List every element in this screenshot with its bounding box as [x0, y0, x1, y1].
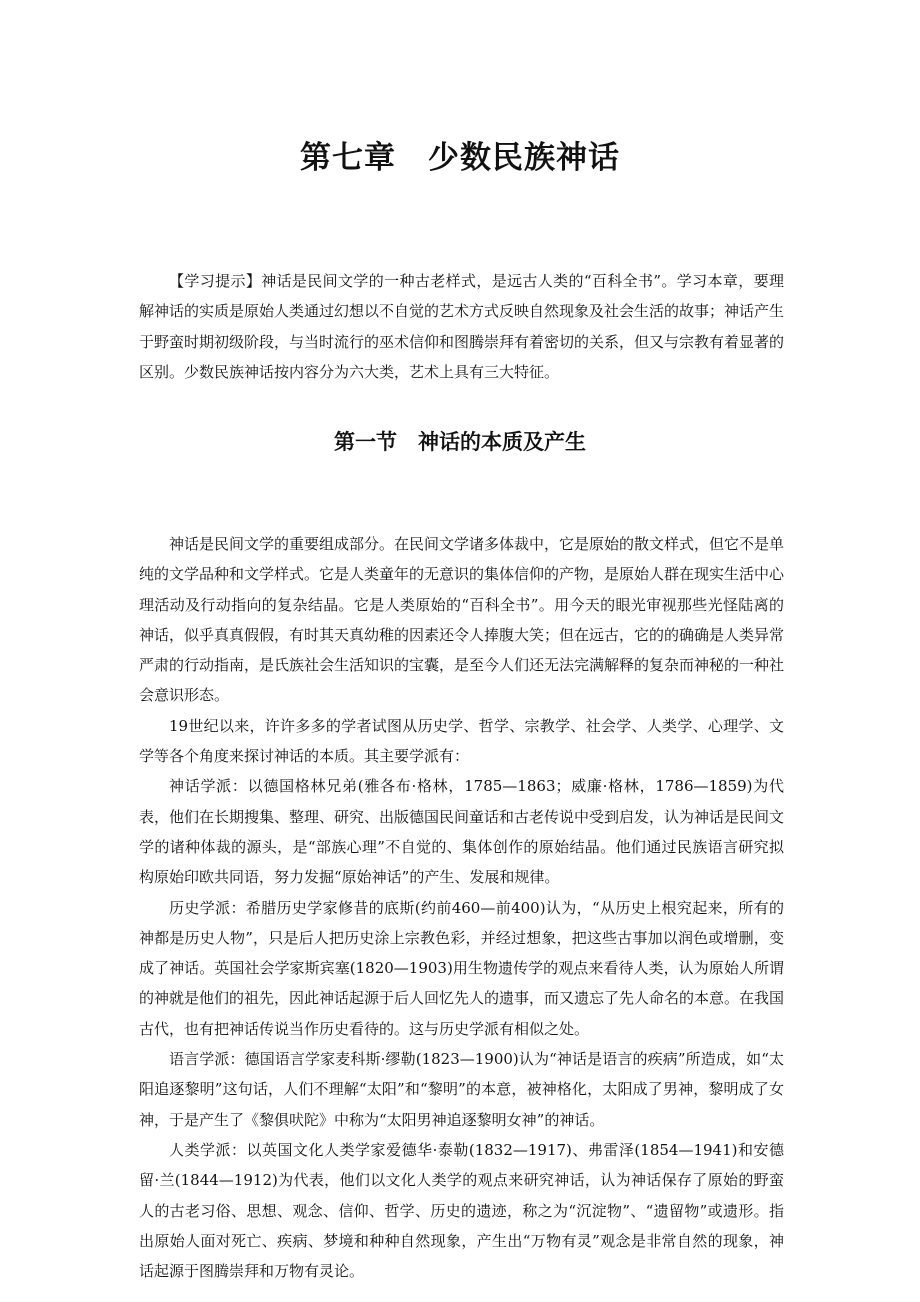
study-tip-block — [139, 266, 784, 387]
paragraph-historical-school: 历史学派：希腊历史学家修昔的底斯(约前460—前400)认为，“从历史上根究起来，所有的神都是历史人物”，只是后人把历史涂上宗教色彩，并经过想象，把这些古事加以润色或增删，变成了神话。英国社会学家斯宾塞(1820—1903)用生物遗传学的观点来看待人类，认为原始人所谓的神就是他们的祖先，因此神话起源于后人回忆先人的遗事，而又遗忘了先人命名的本意。在我国古代，也有把神话传说当作历史看待的。这与历史学派有相似之处。 — [139, 898, 785, 1038]
paragraph-mythological-school: 神话学派：以德国格林兄弟(雅各布·格林，1785—1863；威廉·格林，1786—1859)为代表，他们在长期搜集、整理、研究、出版德国民间童话和古老传说中受到启发，认为神话是民间文学的诸种体裁的源头，是“部族心理”不自觉的、集体创作的原始结晶。他们通过民族语言研究拟构原始印欧共同语，努力发掘“原始神话”的产生、发展和规律。 — [139, 777, 785, 887]
section-body — [139, 529, 784, 1286]
chapter-title: 第七章 少数民族神话 — [300, 140, 620, 176]
paragraph-intro: 神话是民间文学的重要组成部分。在民间文学诸多体裁中，它是原始的散文样式，但它不是单纯的文学品种和文学样式。它是人类童年的无意识的集体信仰的产物，是原始人群在现实生活中心理活动及行动指向的复杂结晶。它是人类原始的“百科全书”。用今天的眼光审视那些光怪陆离的神话，似乎真真假假，有时其天真幼稚的因素还令人捧腹大笑；但在远古，它的的确确是人类异常严肃的行动指南，是氏族社会生活知识的宝囊，是至今人们还无法完满解释的复杂而神秘的一种社会意识形态。 — [139, 535, 785, 705]
study-tip-paragraph: 【学习提示】神话是民间文学的一种古老样式，是远古人类的“百科全书”。学习本章，要理解神话的实质是原始人类通过幻想以不自觉的艺术方式反映自然现象及社会生活的故事；神话产生于野蛮时期初级阶段，与当时流行的巫术信仰和图腾崇拜有着密切的关系，但又与宗教有着显著的区别。少数民族神话按内容分为六大类，艺术上具有三大特征。 — [139, 272, 785, 381]
section-title: 第一节 神话的本质及产生 — [334, 429, 586, 454]
paragraph-linguistic-school: 语言学派：德国语言学家麦科斯·缪勒(1823—1900)认为“神话是语言的疾病”所造成，如“太阳追逐黎明”这句话，人们不理解“太阳”和“黎明”的本意，被神格化，太阳成了男神，黎明成了女神，于是产生了《黎俱吠陀》中称为“太阳男神追逐黎明女神”的神话。 — [139, 1050, 784, 1129]
paragraph-schools-overview: 19世纪以来，许许多多的学者试图从历史学、哲学、宗教学、社会学、人类学、心理学、文学等各个角度来探讨神话的本质。其主要学派有： — [139, 716, 784, 766]
paragraph-anthropological-school: 人类学派：以英国文化人类学家爱德华·泰勒(1832—1917)、弗雷泽(1854—1941)和安德留·兰(1844—1912)为代表，他们以文化人类学的观点来研究神话，认为神话保存了原始的野蛮人的古老习俗、思想、观念、信仰、哲学、历史的遗迹，称之为“沉淀物”、“遗留物”或遗形。指出原始人面对死亡、疾病、梦境和种种自然现象，产生出“万物有灵”观念是非常自然的现象，神话起源于图腾崇拜和万物有灵论。 — [139, 1140, 784, 1281]
